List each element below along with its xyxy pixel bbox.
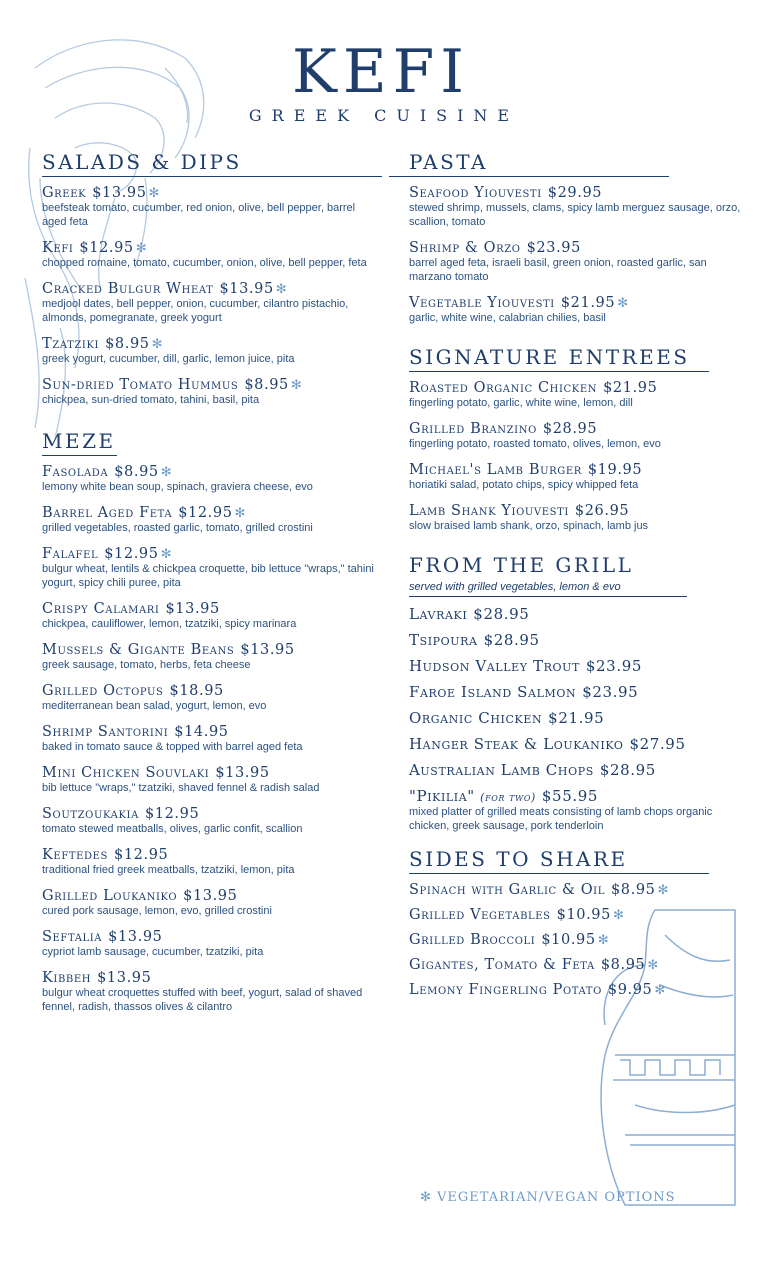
item-description: slow braised lamb shank, orzo, spinach, lamb jus	[409, 520, 649, 532]
section-pasta	[409, 150, 749, 325]
vegetarian-icon: ✻	[647, 958, 659, 973]
item-price: $13.95	[219, 281, 274, 297]
item-name: Mini Chicken Souvlaki	[42, 765, 210, 781]
item-price: $12.95	[104, 546, 159, 562]
item-name: Grilled Broccoli	[409, 932, 536, 948]
menu-item	[409, 185, 749, 229]
item-name: Fasolada	[42, 464, 109, 480]
item-description: garlic, white wine, calabrian chilies, basil	[409, 312, 606, 324]
item-description: beefsteak tomato, cucumber, red onion, olive, bell pepper, barrel aged feta	[42, 202, 356, 228]
item-name: Grilled Vegetables	[409, 907, 551, 923]
menu-item	[409, 709, 749, 727]
item-price: $13.95	[183, 888, 238, 904]
item-name: Tzatziki	[42, 336, 100, 352]
item-price: $10.95	[556, 907, 611, 923]
item-price: $28.95	[473, 605, 530, 623]
item-name: Shrimp & Orzo	[409, 240, 521, 256]
item-price: $8.95	[600, 957, 646, 973]
menu-item-pikilia	[409, 787, 749, 833]
menu-item	[42, 336, 382, 366]
item-price: $8.95	[105, 336, 150, 352]
restaurant-logo: KEFI	[292, 37, 470, 107]
item-name: Kefi	[42, 240, 74, 256]
section-entrees	[409, 345, 749, 533]
menu-item	[42, 724, 382, 754]
item-description: fingerling potato, roasted tomato, olives, lemon, evo	[409, 438, 661, 450]
item-description: mixed platter of grilled meats consisting of lamb chops organic chicken, greek sausage, pork tenderloin	[409, 806, 713, 832]
vegetarian-icon: ✻	[617, 296, 629, 311]
item-price: $21.95	[548, 709, 605, 727]
item-name: Barrel Aged Feta	[42, 505, 173, 521]
item-name: Organic Chicken	[409, 709, 543, 727]
vegetarian-icon: ✻	[234, 506, 247, 521]
item-price: $29.95	[547, 185, 603, 201]
vegetarian-icon: ✻	[657, 883, 669, 898]
menu-item	[42, 240, 382, 270]
item-name: Australian Lamb Chops	[409, 761, 594, 779]
menu-item	[42, 377, 382, 407]
vegetarian-icon: ✻	[160, 465, 173, 480]
menu-item	[409, 907, 749, 923]
item-name: Crispy Calamari	[42, 601, 160, 617]
menu-item	[409, 982, 749, 998]
item-price: $21.95	[560, 295, 616, 311]
item-price: $12.95	[144, 806, 200, 822]
vegetarian-icon: ✻	[148, 186, 161, 201]
item-name: Vegetable Yiouvesti	[409, 295, 555, 311]
section-title: PASTA	[389, 150, 669, 177]
item-name: Mussels & Gigante Beans	[42, 642, 235, 658]
section-meze	[42, 429, 382, 1014]
section-grill	[409, 553, 749, 833]
menu-item	[409, 605, 749, 623]
item-description: tomato stewed meatballs, olives, garlic confit, scallion	[42, 823, 303, 835]
item-name: Gigantes, Tomato & Feta	[409, 957, 595, 973]
menu-item	[42, 929, 382, 959]
menu-item	[409, 657, 749, 675]
item-name: Roasted Organic Chicken	[409, 380, 598, 396]
item-name: Lavraki	[409, 605, 468, 623]
section-sides	[409, 847, 749, 998]
menu-item	[42, 601, 382, 631]
vegetarian-icon: ✻	[597, 933, 610, 948]
item-price: $14.95	[174, 724, 229, 740]
item-price: $55.95	[541, 787, 598, 805]
item-price: $26.95	[574, 503, 630, 519]
item-price: $27.95	[629, 735, 686, 753]
item-description: bulgur wheat, lentils & chickpea croquette, bib lettuce "wraps," tahini yogurt, spicy chili puree, pita	[42, 563, 374, 589]
item-price: $13.95	[108, 929, 163, 945]
item-description: horiatiki salad, potato chips, spicy whipped feta	[409, 479, 639, 491]
item-name: Grilled Octopus	[42, 683, 164, 699]
menu-item	[409, 295, 749, 325]
item-description: greek yogurt, cucumber, dill, garlic, lemon juice, pita	[42, 353, 295, 365]
item-price: $12.95	[178, 505, 233, 521]
item-price: $28.95	[599, 761, 656, 779]
item-name: Seafood Yiouvesti	[409, 185, 542, 201]
item-description: greek sausage, tomato, herbs, feta cheese	[42, 659, 251, 671]
item-name: Cracked Bulgur Wheat	[42, 281, 214, 297]
menu-item	[409, 503, 749, 533]
item-price: $12.95	[79, 240, 134, 256]
item-name: Falafel	[42, 546, 99, 562]
section-title: SIGNATURE ENTREES	[409, 345, 709, 372]
section-title: FROM THE GRILL	[409, 553, 634, 577]
menu-item	[409, 882, 749, 898]
vegetarian-icon: ✻	[290, 378, 303, 393]
item-description: chopped romaine, tomato, cucumber, onion, olive, bell pepper, feta	[42, 257, 367, 269]
vegetarian-icon: ✻	[275, 282, 288, 297]
item-name: Hudson Valley Trout	[409, 657, 580, 675]
restaurant-subtitle: GREEK CUISINE	[248, 106, 520, 125]
item-name: Keftedes	[42, 847, 109, 863]
vegetarian-icon: ✻	[612, 908, 625, 923]
item-description: barrel aged feta, israeli basil, green onion, roasted garlic, san marzano tomato	[409, 257, 707, 283]
menu-item	[42, 847, 382, 877]
vegetarian-legend-icon: ✻	[420, 1190, 432, 1205]
item-description: baked in tomato sauce & topped with barrel aged feta	[42, 741, 303, 753]
section-note: served with grilled vegetables, lemon & evo	[409, 581, 687, 597]
menu-item	[42, 546, 382, 590]
item-price: $10.95	[541, 932, 596, 948]
item-description: cypriot lamb sausage, cucumber, tzatziki, pita	[42, 946, 264, 958]
item-name: Hanger Steak & Loukaniko	[409, 735, 624, 753]
menu-item	[42, 505, 382, 535]
item-name: Faroe Island Salmon	[409, 683, 577, 701]
item-price: $13.95	[240, 642, 295, 658]
vegetarian-legend	[420, 1190, 676, 1205]
menu-item	[42, 888, 382, 918]
menu-item	[409, 957, 749, 973]
menu-item	[409, 240, 749, 284]
vegetarian-icon: ✻	[151, 337, 164, 352]
menu-header	[0, 37, 768, 125]
item-description: bulgur wheat croquettes stuffed with beef, yogurt, salad of shaved fennel, radish, thassos olives & cilantro	[42, 987, 363, 1013]
right-column	[409, 150, 749, 1007]
item-name: Lemony Fingerling Potato	[409, 982, 602, 998]
menu-item	[409, 380, 749, 410]
menu-item	[409, 631, 749, 649]
menu-item	[42, 806, 382, 836]
menu-item	[42, 683, 382, 713]
item-price: $21.95	[603, 380, 658, 396]
section-salads	[42, 150, 382, 407]
item-price: $23.95	[526, 240, 581, 256]
item-price: $19.95	[587, 462, 643, 478]
vegetarian-icon: ✻	[135, 241, 148, 256]
item-name: "Pikilia"	[409, 787, 475, 805]
item-price: $18.95	[169, 683, 224, 699]
item-price: $13.95	[92, 185, 147, 201]
menu-item	[409, 761, 749, 779]
item-name: Michael's Lamb Burger	[409, 462, 582, 478]
item-description: stewed shrimp, mussels, clams, spicy lamb merguez sausage, orzo, scallion, tomato	[409, 202, 741, 228]
item-description: chickpea, sun-dried tomato, tahini, basil, pita	[42, 394, 260, 406]
item-name: Shrimp Santorini	[42, 724, 169, 740]
item-description: traditional fried greek meatballs, tzatziki, lemon, pita	[42, 864, 295, 876]
menu-item	[42, 464, 382, 494]
item-price: $13.95	[97, 970, 152, 986]
vegetarian-icon: ✻	[654, 983, 666, 998]
item-name: Grilled Branzino	[409, 421, 537, 437]
item-name: Spinach with Garlic & Oil	[409, 882, 605, 898]
menu-item	[409, 462, 749, 492]
item-description: lemony white bean soup, spinach, graviera cheese, evo	[42, 481, 313, 493]
item-description: chickpea, cauliflower, lemon, tzatziki, spicy marinara	[42, 618, 297, 630]
menu-item	[42, 970, 382, 1014]
menu-item	[42, 281, 382, 325]
section-title: MEZE	[42, 429, 117, 456]
menu-item	[409, 735, 749, 753]
item-name: Seftalia	[42, 929, 103, 945]
item-name: Greek	[42, 185, 87, 201]
menu-item	[409, 932, 749, 948]
item-price: $8.95	[244, 377, 289, 393]
section-title: SIDES TO SHARE	[409, 847, 709, 874]
menu-item	[42, 642, 382, 672]
item-description: fingerling potato, garlic, white wine, lemon, dill	[409, 397, 633, 409]
vegetarian-icon: ✻	[160, 547, 173, 562]
item-description: bib lettuce "wraps," tzatziki, shaved fennel & radish salad	[42, 782, 320, 794]
item-price: $9.95	[607, 982, 653, 998]
item-price: $8.95	[114, 464, 159, 480]
item-price: $28.95	[483, 631, 540, 649]
item-price: $23.95	[582, 683, 639, 701]
item-price: $13.95	[165, 601, 220, 617]
item-name: Grilled Loukaniko	[42, 888, 178, 904]
item-price: $28.95	[542, 421, 598, 437]
item-price: $12.95	[114, 847, 169, 863]
vegetarian-legend-text: VEGETARIAN/VEGAN OPTIONS	[437, 1190, 676, 1205]
menu-item	[409, 683, 749, 701]
left-column	[42, 150, 382, 1025]
item-description: cured pork sausage, lemon, evo, grilled crostini	[42, 905, 272, 917]
item-price: $8.95	[610, 882, 656, 898]
item-name: Kibbeh	[42, 970, 92, 986]
item-name: Soutzoukakia	[42, 806, 139, 822]
menu-item	[409, 421, 749, 451]
item-description: mediterranean bean salad, yogurt, lemon, evo	[42, 700, 267, 712]
item-name: Lamb Shank Yiouvesti	[409, 503, 569, 519]
menu-item	[42, 185, 382, 229]
section-title: SALADS & DIPS	[42, 150, 382, 177]
item-description: medjool dates, bell pepper, onion, cucumber, cilantro pistachio, almonds, pomegranate, greek yogurt	[42, 298, 349, 324]
menu-item	[42, 765, 382, 795]
item-description: grilled vegetables, roasted garlic, tomato, grilled crostini	[42, 522, 313, 534]
item-price: $23.95	[585, 657, 642, 675]
item-serving-note: (for two)	[480, 791, 536, 804]
item-name: Sun-dried Tomato Hummus	[42, 377, 239, 393]
item-price: $13.95	[215, 765, 270, 781]
item-name: Tsipoura	[409, 631, 478, 649]
